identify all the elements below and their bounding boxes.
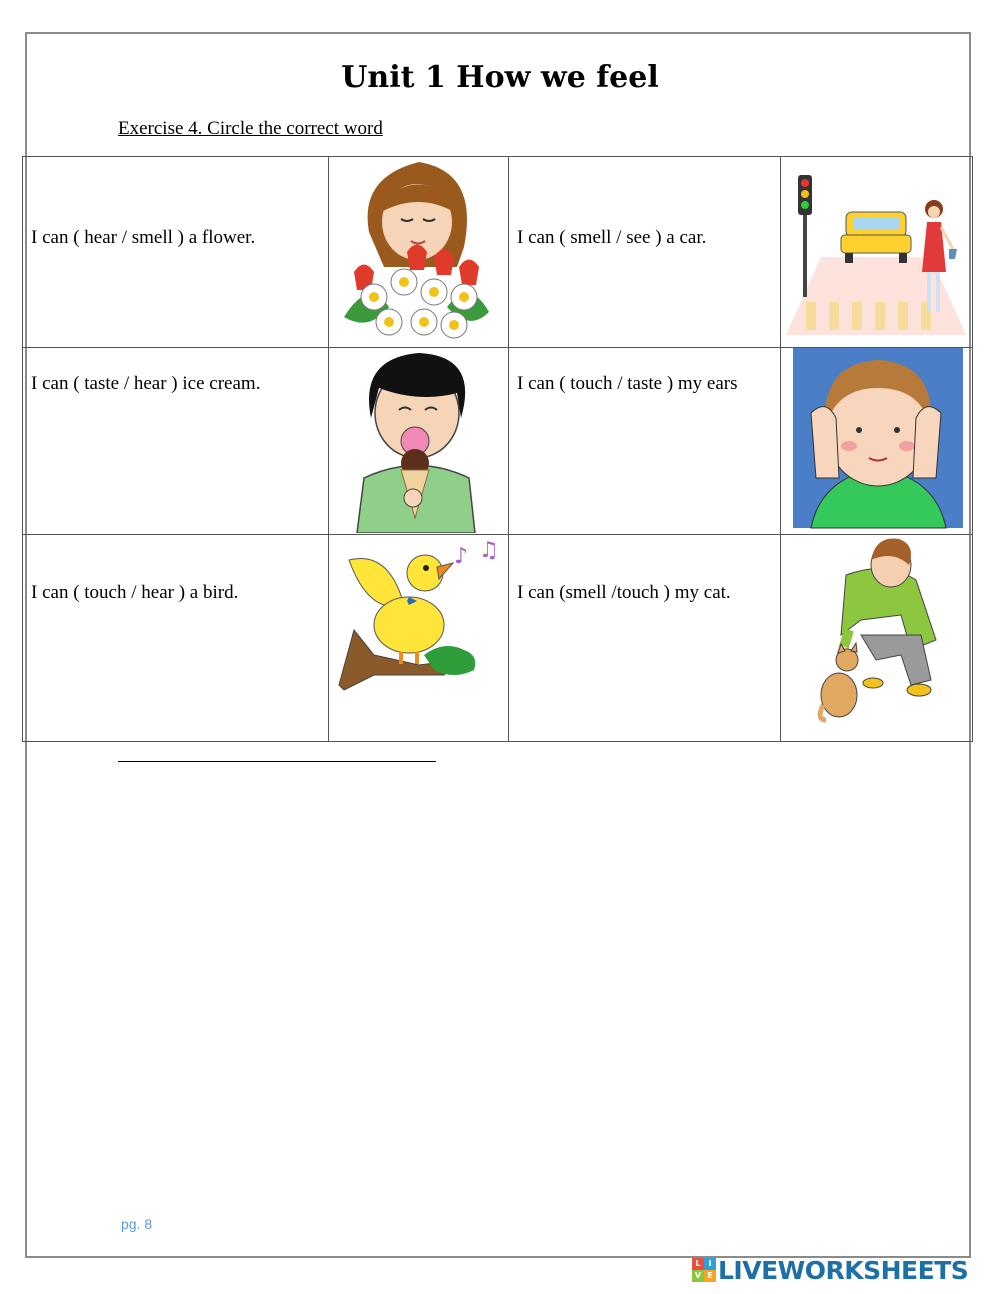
image-cell — [781, 157, 973, 348]
liveworksheets-logo-icon — [692, 1258, 716, 1282]
logo-letter: L — [692, 1258, 704, 1270]
sentence-cell — [23, 348, 329, 535]
table-row — [23, 157, 973, 348]
singing-bird-image — [329, 535, 508, 740]
woman-car-crossing-image — [781, 157, 971, 346]
image-cell — [781, 348, 973, 535]
image-cell — [781, 535, 973, 742]
page-title: Unit 1 How we feel — [341, 60, 659, 95]
page-number: pg. 8 — [121, 1216, 153, 1232]
logo-letter: I — [704, 1258, 716, 1270]
image-cell — [329, 535, 509, 742]
boy-petting-cat-image — [781, 535, 971, 740]
brand-name[interactable]: LIVEWORKSHEETS — [718, 1255, 969, 1285]
exercise-table — [22, 156, 973, 742]
girl-smelling-flowers-image — [329, 157, 508, 346]
liveworksheets-brand — [692, 1255, 968, 1285]
sentence-cell — [23, 535, 329, 742]
svg-text:♪: ♪ — [454, 544, 469, 569]
table-row — [23, 348, 973, 535]
image-cell — [329, 157, 509, 348]
sentence-text[interactable]: I can ( touch / taste ) my ears — [517, 373, 738, 394]
table-row — [23, 535, 973, 742]
sentence-text[interactable]: I can ( hear / smell ) a flower. — [31, 227, 256, 248]
logo-letter: V — [692, 1270, 704, 1282]
logo-letter: E — [704, 1270, 716, 1282]
sentence-cell — [23, 157, 329, 348]
sentence-text[interactable]: I can ( taste / hear ) ice cream. — [31, 373, 261, 394]
exercise-instruction: Exercise 4. Circle the correct word — [118, 118, 383, 139]
sentence-cell — [509, 348, 781, 535]
boy-touching-ears-image — [781, 348, 971, 533]
sentence-text[interactable]: I can ( smell / see ) a car. — [517, 227, 707, 248]
sentence-cell — [509, 535, 781, 742]
svg-text:♫: ♫ — [479, 538, 499, 563]
boy-ice-cream-image — [329, 348, 508, 533]
answer-line — [118, 761, 436, 762]
sentence-cell — [509, 157, 781, 348]
sentence-text[interactable]: I can (smell /touch ) my cat. — [517, 582, 731, 603]
image-cell — [329, 348, 509, 535]
sentence-text[interactable]: I can ( touch / hear ) a bird. — [31, 582, 239, 603]
